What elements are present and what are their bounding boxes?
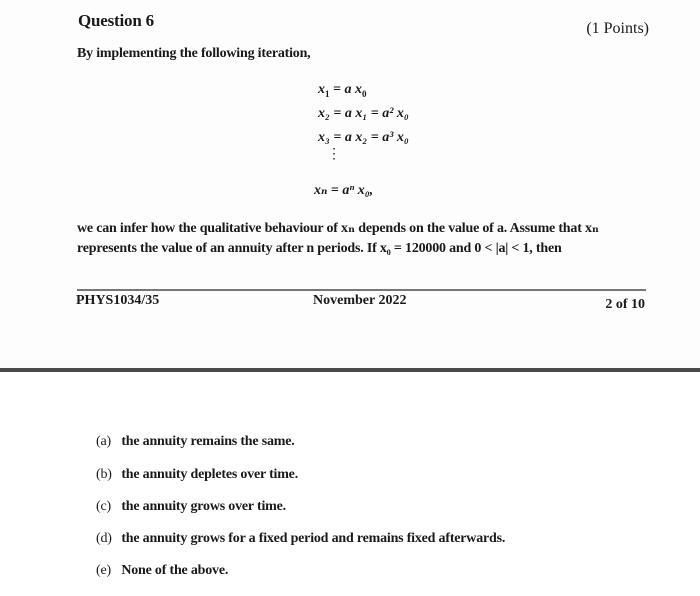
option-e[interactable] bbox=[96, 563, 228, 579]
option-a-text: the annuity remains the same. bbox=[121, 434, 295, 449]
option-c[interactable] bbox=[96, 499, 286, 515]
footer-page-number: 2 of 10 bbox=[605, 297, 645, 312]
footer-course-code: PHYS1034/35 bbox=[76, 293, 160, 308]
footer-date: November 2022 bbox=[313, 293, 407, 308]
option-b-text: the annuity depletes over time. bbox=[121, 467, 299, 482]
option-a-label: (a) bbox=[96, 434, 111, 449]
option-b[interactable] bbox=[96, 467, 298, 483]
equation-2: x₂ = a x₁ = a² x₀ bbox=[318, 106, 409, 121]
question-points: (1 Points) bbox=[586, 20, 649, 37]
question-title: Question 6 bbox=[78, 11, 154, 30]
equation-n: xₙ = aⁿ x₀, bbox=[314, 183, 374, 198]
option-e-label: (e) bbox=[96, 563, 111, 578]
option-d-label: (d) bbox=[96, 531, 112, 546]
footer-rule bbox=[77, 289, 646, 291]
option-c-text: the annuity grows over time. bbox=[121, 499, 286, 514]
option-b-label: (b) bbox=[96, 467, 112, 482]
option-d[interactable] bbox=[96, 531, 505, 547]
paragraph-line-2: represents the value of an annuity after n periods. If x₀ = 120000 and 0 < |a| < 1, then bbox=[77, 241, 562, 256]
option-d-text: the annuity grows for a fixed period and remains fixed afterwards. bbox=[121, 531, 506, 546]
equation-3: x₃ = a x₂ = a³ x₀ bbox=[318, 130, 409, 145]
option-e-text: None of the above. bbox=[121, 563, 229, 578]
equation-1: $x_1 = a$ $x_0$ bbox=[318, 82, 367, 99]
option-c-label: (c) bbox=[96, 499, 111, 514]
question-intro: By implementing the following iteration, bbox=[77, 46, 311, 61]
paragraph-line-1: we can infer how the qualitative behaviour of xₙ depends on the value of a. Assume that xₙ bbox=[77, 221, 599, 236]
question-paragraph bbox=[77, 219, 657, 259]
vertical-ellipsis: ⋮ bbox=[327, 147, 341, 162]
option-a[interactable] bbox=[96, 434, 295, 450]
